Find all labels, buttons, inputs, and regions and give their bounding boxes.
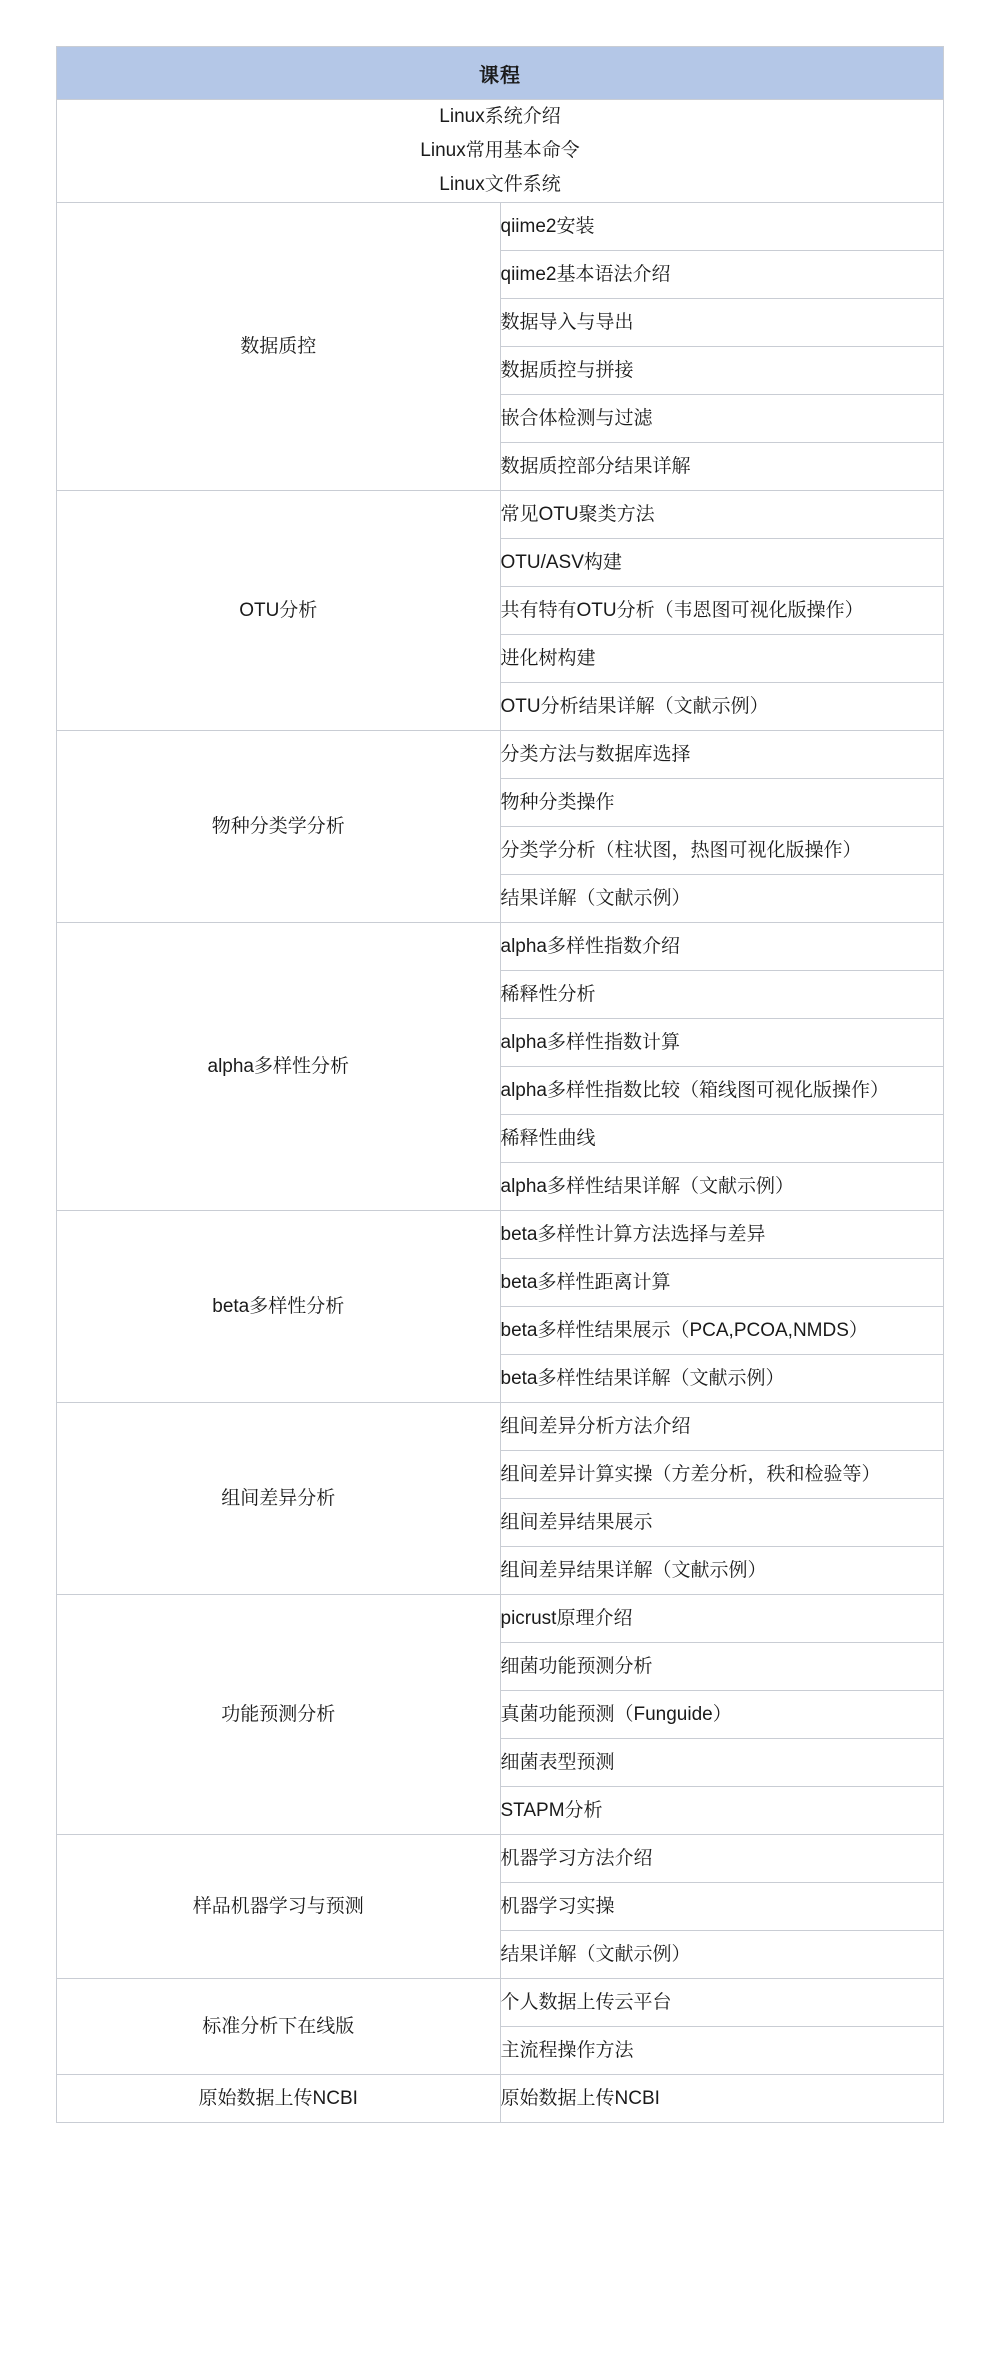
topic-cell: OTU分析结果详解（文献示例） xyxy=(500,683,944,731)
intro-cell xyxy=(57,100,944,203)
topic-cell: 组间差异计算实操（方差分析，秩和检验等） xyxy=(500,1451,944,1499)
table-row xyxy=(57,731,944,779)
topic-cell: 结果详解（文献示例） xyxy=(500,1931,944,1979)
topic-cell: 原始数据上传NCBI xyxy=(500,2075,944,2123)
topic-cell: 数据质控部分结果详解 xyxy=(500,443,944,491)
topic-cell: 细菌功能预测分析 xyxy=(500,1643,944,1691)
topic-cell: 物种分类操作 xyxy=(500,779,944,827)
category-cell: OTU分析 xyxy=(57,491,501,731)
category-cell: 物种分类学分析 xyxy=(57,731,501,923)
intro-line-2: Linux常用基本命令 xyxy=(420,140,580,161)
topic-cell: 数据质控与拼接 xyxy=(500,347,944,395)
topic-cell: 共有特有OTU分析（韦恩图可视化版操作） xyxy=(500,587,944,635)
topic-cell: alpha多样性结果详解（文献示例） xyxy=(500,1163,944,1211)
table-row xyxy=(57,203,944,251)
topic-cell: 嵌合体检测与过滤 xyxy=(500,395,944,443)
topic-cell: 组间差异结果展示 xyxy=(500,1499,944,1547)
table-row xyxy=(57,1211,944,1259)
topic-cell: beta多样性结果详解（文献示例） xyxy=(500,1355,944,1403)
intro-row xyxy=(57,100,944,203)
intro-line-1: Linux系统介绍 xyxy=(439,106,561,127)
topic-cell: 组间差异结果详解（文献示例） xyxy=(500,1547,944,1595)
topic-cell: qiime2安装 xyxy=(500,203,944,251)
topic-cell: 稀释性曲线 xyxy=(500,1115,944,1163)
topic-cell: 分类学分析（柱状图，热图可视化版操作） xyxy=(500,827,944,875)
table-header-row xyxy=(57,47,944,100)
topic-cell: 数据导入与导出 xyxy=(500,299,944,347)
topic-cell: 细菌表型预测 xyxy=(500,1739,944,1787)
table-header-cell: 课程 xyxy=(57,47,944,100)
table-row xyxy=(57,2075,944,2123)
table-row xyxy=(57,1835,944,1883)
category-cell: 数据质控 xyxy=(57,203,501,491)
category-cell: 组间差异分析 xyxy=(57,1403,501,1595)
topic-cell: beta多样性计算方法选择与差异 xyxy=(500,1211,944,1259)
topic-cell: 个人数据上传云平台 xyxy=(500,1979,944,2027)
topic-cell: 常见OTU聚类方法 xyxy=(500,491,944,539)
category-cell: 原始数据上传NCBI xyxy=(57,2075,501,2123)
topic-cell: beta多样性结果展示（PCA,PCOA,NMDS） xyxy=(500,1307,944,1355)
topic-cell: 结果详解（文献示例） xyxy=(500,875,944,923)
topic-cell: picrust原理介绍 xyxy=(500,1595,944,1643)
topic-cell: OTU/ASV构建 xyxy=(500,539,944,587)
topic-cell: beta多样性距离计算 xyxy=(500,1259,944,1307)
topic-cell: 机器学习实操 xyxy=(500,1883,944,1931)
intro-line-3: Linux文件系统 xyxy=(439,174,561,195)
topic-cell: 机器学习方法介绍 xyxy=(500,1835,944,1883)
table-row xyxy=(57,1979,944,2027)
topic-cell: 主流程操作方法 xyxy=(500,2027,944,2075)
table-row xyxy=(57,1403,944,1451)
category-cell: alpha多样性分析 xyxy=(57,923,501,1211)
topic-cell: 组间差异分析方法介绍 xyxy=(500,1403,944,1451)
course-table-body xyxy=(57,47,944,2123)
topic-cell: STAPM分析 xyxy=(500,1787,944,1835)
topic-cell: qiime2基本语法介绍 xyxy=(500,251,944,299)
category-cell: 样品机器学习与预测 xyxy=(57,1835,501,1979)
topic-cell: alpha多样性指数介绍 xyxy=(500,923,944,971)
category-cell: beta多样性分析 xyxy=(57,1211,501,1403)
topic-cell: 稀释性分析 xyxy=(500,971,944,1019)
category-cell: 功能预测分析 xyxy=(57,1595,501,1835)
category-cell: 标准分析下在线版 xyxy=(57,1979,501,2075)
table-row xyxy=(57,923,944,971)
table-row xyxy=(57,1595,944,1643)
topic-cell: alpha多样性指数计算 xyxy=(500,1019,944,1067)
topic-cell: alpha多样性指数比较（箱线图可视化版操作） xyxy=(500,1067,944,1115)
topic-cell: 真菌功能预测（Funguide） xyxy=(500,1691,944,1739)
course-table xyxy=(56,46,944,2123)
topic-cell: 进化树构建 xyxy=(500,635,944,683)
table-row xyxy=(57,491,944,539)
topic-cell: 分类方法与数据库选择 xyxy=(500,731,944,779)
